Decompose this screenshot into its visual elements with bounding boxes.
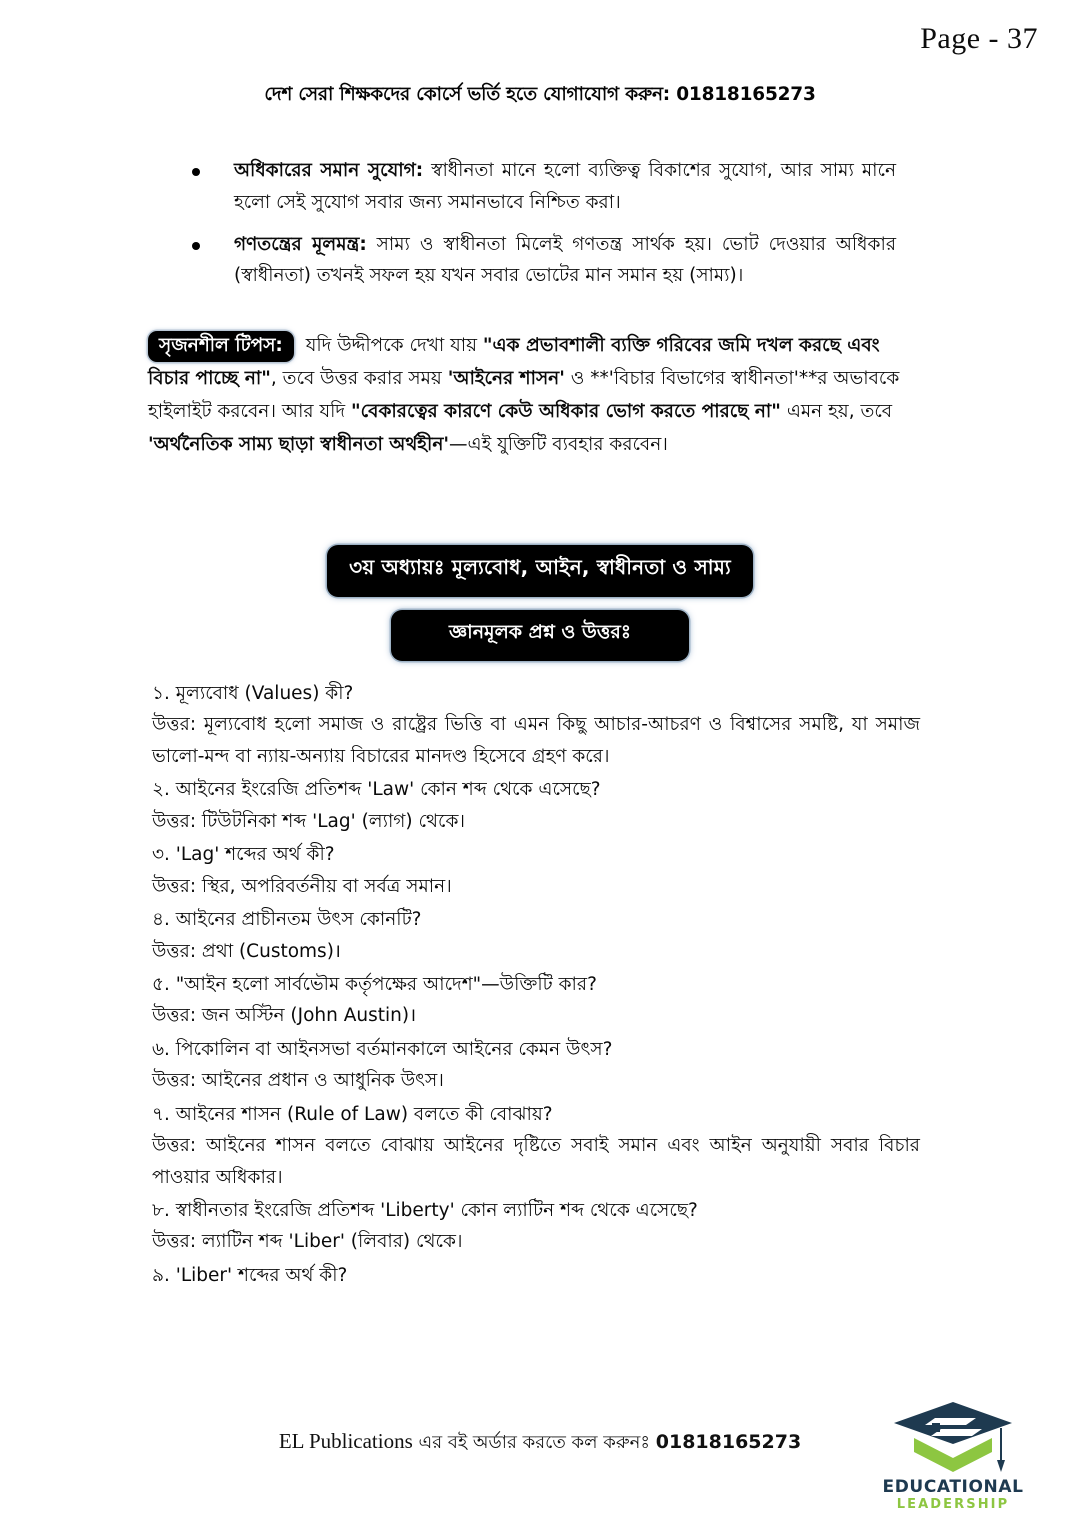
- list-item: [186, 229, 896, 293]
- tips-segment: যদি উদ্দীপকে দেখা যায়: [299, 335, 483, 356]
- bullet-dot-icon: [192, 242, 200, 250]
- question-text: ৯. 'Liber' শব্দের অর্থ কী?: [152, 1264, 348, 1286]
- answer-text: উত্তর: ল্যাটিন শব্দ 'Liber' (লিবার) থেকে।: [152, 1231, 463, 1253]
- bullet-lead: অধিকারের সমান সুযোগ:: [234, 160, 424, 181]
- answer-text: উত্তর: মূল্যবোধ হলো সমাজ ও রাষ্ট্রের ভিত্তি বা এমন কিছু আচার-আচরণ ও বিশ্বাসের সমষ্টি, যা সমাজ ভালো-মন্দ বা ন্যায়-অন্যায় বিচারের মানদণ্ড হিসেবে গ্রহণ করে।: [152, 714, 920, 767]
- tips-segment: ও **'বিচার বিভাগের স্বাধীনতা'**র অভাবকে হাইলাইট করবেন। আর যদি: [148, 367, 900, 422]
- chapter-title-badge: ৩য় অধ্যায়ঃ মূল্যবোধ, আইন, স্বাধীনতা ও সাম্য: [327, 545, 753, 597]
- answer-text: উত্তর: জন অস্টিন (John Austin)।: [152, 1005, 417, 1027]
- creative-tips-paragraph: [148, 330, 910, 462]
- question-text: ২. আইনের ইংরেজি প্রতিশব্দ 'Law' কোন শব্দ থেকে এসেছে?: [152, 779, 601, 801]
- graduation-cap-logo-icon: [888, 1398, 1018, 1476]
- bullet-dot-icon: [192, 168, 200, 176]
- question-text: ৩. 'Lag' শব্দের অর্থ কী?: [152, 844, 335, 866]
- chapter-badge-row: [0, 545, 1080, 597]
- question-text: ৮. স্বাধীনতার ইংরেজি প্রতিশব্দ 'Liberty' কোন ল্যাটিন শব্দ থেকে এসেছে?: [152, 1200, 698, 1221]
- bullet-lead: গণতন্ত্রের মূলমন্ত্র:: [234, 233, 367, 255]
- tips-segment: , তবে উত্তর করার সময়: [270, 367, 448, 389]
- question-text: ৫. "আইন হলো সার্বভৌম কর্তৃপক্ষের আদেশ"—উক্তিটি কার?: [152, 973, 597, 995]
- tips-segment-bold: "এক প্রভাবশালী ব্যক্তি গরিবের জমি দখল করছে এবং বিচার পাচ্ছে না": [148, 335, 880, 389]
- answer-text: উত্তর: আইনের প্রধান ও আধুনিক উৎস।: [152, 1070, 444, 1092]
- promo-header: দেশ সেরা শিক্ষকদের কোর্সে ভর্তি হতে যোগাযোগ করুন: 01818165273: [264, 84, 816, 105]
- question-text: ৪. আইনের প্রাচীনতম উৎস কোনটি?: [152, 909, 422, 931]
- logo-title: EDUCATIONAL: [882, 1477, 1024, 1497]
- tips-segment: —এই যুক্তিটি ব্যবহার করবেন।: [449, 433, 668, 455]
- question-text: ৬. পিকোলিন বা আইনসভা বর্তমানকালে আইনের কেমন উৎস?: [152, 1038, 613, 1060]
- question-text: ৭. আইনের শাসন (Rule of Law) বলতে কী বোঝায়?: [152, 1103, 553, 1125]
- bullet-text: [234, 229, 896, 293]
- tips-segment-bold: "বেকারত্বের কারণে কেউ অধিকার ভোগ করতে পারছে না": [351, 400, 781, 422]
- answer-text: উত্তর: স্থির, অপরিবর্তনীয় বা সর্বত্র সমান।: [152, 875, 452, 897]
- tips-segment-bold: 'আইনের শাসন': [447, 367, 565, 389]
- tips-segment-bold: 'অর্থনৈতিক সাম্য ছাড়া স্বাধীনতা অর্থহীন': [148, 433, 450, 455]
- educational-leadership-logo: [864, 1398, 1042, 1513]
- bullet-body: সাম্য ও স্বাধীনতা মিলেই গণতন্ত্র সার্থক হয়। ভোট দেওয়ার অধিকার (স্বাধীনতা) তখনই সফল হয় যখন সবার ভোটের মান সমান হয় (সাম্য)।: [234, 233, 896, 287]
- answer-text: উত্তর: টিউটনিকা শব্দ 'Lag' (ল্যাগ) থেকে।: [152, 810, 466, 832]
- qa-list: [152, 676, 920, 1291]
- logo-subtitle: LEADERSHIP: [896, 1497, 1010, 1513]
- page-number: Page - 37: [920, 22, 1038, 55]
- bullet-list: [186, 155, 896, 302]
- answer-text: উত্তর: আইনের শাসন বলতে বোঝায় আইনের দৃষ্টিতে সবাই সমান এবং আইন অনুযায়ী সবার বিচার পাওয়ার অধিকার।: [152, 1135, 920, 1188]
- answer-text: উত্তর: প্রথা (Customs)।: [152, 940, 341, 962]
- section-badge-row: [0, 610, 1080, 661]
- list-item: [186, 155, 896, 219]
- footer-text: এর বই অর্ডার করতে কল করুনঃ: [412, 1432, 656, 1453]
- question-text: ১. মূল্যবোধ (Values) কী?: [152, 683, 354, 704]
- section-title-badge: জ্ঞানমূলক প্রশ্ন ও উত্তরঃ: [391, 610, 689, 661]
- bullet-text: [234, 155, 896, 219]
- footer-phone: 01818165273: [655, 1431, 802, 1453]
- bullet-body: স্বাধীনতা মানে হলো ব্যক্তিত্ব বিকাশের সুযোগ, আর সাম্য মানে হলো সেই সুযোগ সবার জন্য সমানভাবে নিশ্চিত করা।: [234, 160, 896, 213]
- tips-segment: এমন হয়, তবে: [780, 400, 893, 422]
- footer-brand: EL Publications: [278, 1429, 413, 1453]
- creative-tips-badge: সৃজনশীল টিপস:: [148, 331, 294, 362]
